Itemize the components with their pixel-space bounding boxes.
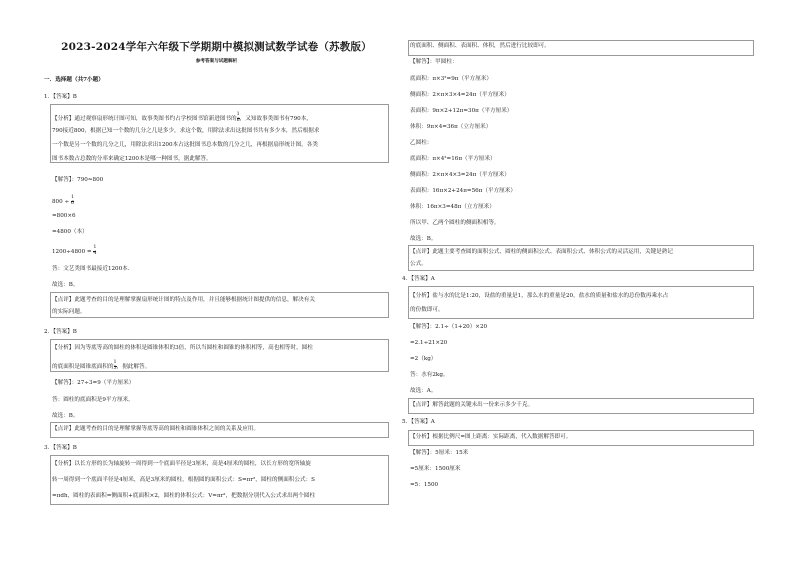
q3-jia-volume: 体积：9π×4=36π（立方厘米） [410, 124, 492, 130]
q1-analysis-line3: 一个数是另一个数的几分之几，用除法求出1200本占这批图书总本数的几分之几，再根据扇形统计图，各类 [52, 142, 318, 148]
q1-analysis-line2: 790接近800，根据已知一个数的几分之几是多少，求这个数，用除法求出这批图书共有多少本，然后根据求 [52, 128, 320, 134]
q1-answer-text: 答：文艺类图书最接近1200本. [52, 266, 130, 272]
q4-solution-line3: =2（kg） [410, 356, 437, 362]
q3-yi-surface-area: 表面积：16π×2+24π=56π（平方厘米） [410, 188, 516, 194]
q5-solution: 【解答】：5厘米：15米 [410, 450, 469, 456]
q5-solution-line3: =5：1500 [410, 482, 439, 488]
q4-analysis-line2: 的份数即可。 [410, 307, 444, 313]
q4-analysis-line1: 【分析】盐与水的比是1:20，设盐的重量是1，那么水的重量是20，盐水的质量和盐水的总份数再乘水占 [410, 293, 669, 299]
q4-answer-text: 答：水有2kg。 [410, 372, 449, 378]
q1-analysis-text: 【分析】通过观察扇形统计图可知，故事类图书约占学校图书馆新进图书的 [52, 115, 237, 122]
q1-analysis-line4: 图书本数占总数的分率来确定1200本是哪一种图书，据此解答。 [52, 156, 212, 162]
q3-comment-line2: 公式。 [410, 261, 427, 267]
q4-solution-line2: =2.1÷21×20 [410, 340, 448, 346]
document-subtitle: 参考答案与试题解析 [195, 59, 238, 64]
q3-yi-head: 乙圆柱： [410, 140, 433, 146]
q2-analysis-line2: 的底面积是圆锥底面积的 $\frac{1}{3}$ ，据此解答。 [52, 360, 151, 371]
q4-solution: 【解答】：2.1÷（1+20）×20 [410, 324, 488, 330]
q3-answer: 3．【答案】B [44, 445, 77, 451]
q3-analysis-line2: 转一周得到一个底面半径是4厘米，高是3厘米的圆柱，根据圆的面积公式：S=πr²，圆柱的侧面积公式：S [52, 477, 316, 483]
q5-analysis: 【分析】根据比例尺=图上距离：实际距离，代入数据解答即可。 [410, 434, 572, 440]
q1-analysis-text-end: ，又知故事类图书有790本， [239, 115, 312, 122]
q3-yi-base-area: 底面积：π×4²=16π（平方厘米） [410, 156, 496, 162]
q1-answer: 1．【答案】B [44, 94, 77, 100]
q1-solution-fraction1: $\frac{1}{6}$ [70, 195, 74, 206]
q2-comment: 【点评】此题考查的目的是理解掌握等底等高的圆柱和圆锥体积之间的关系及应用。 [52, 426, 259, 432]
q3-choice: 故选：B。 [410, 236, 437, 242]
q3-analysis-line3: =πdh，圆柱的表面积=侧面积+底面积×2，圆柱的体积公式：V=πr²，把数据分别代入公式求出两个圆柱 [52, 493, 316, 499]
q3-jia-base-area: 底面积：π×3²=9π（平方厘米） [410, 76, 493, 82]
q5-answer: 5．【答案】A [402, 419, 435, 425]
section-heading: 一．选择题（共7小题） [44, 77, 104, 83]
q3-analysis-line1: 【分析】以长方形的长为轴旋转一周得到一个底面半径是3厘米，高是4厘米的圆柱，以长方形的宽所轴旋 [52, 461, 311, 467]
q2-solution: 【解答】：27÷3=9（平方厘米） [52, 380, 135, 386]
q1-analysis-line1 [52, 113, 312, 124]
q3-yi-side-area: 侧面积：2×π×4×3=24π（平方厘米） [410, 172, 510, 178]
q3-jia-side-area: 侧面积：2×π×3×4=24π（平方厘米） [410, 92, 510, 98]
q3-yi-volume: 体积：16π×3=48π（立方厘米） [410, 204, 495, 210]
document-title: 2023-2024学年六年级下学期期中模拟测试数学试卷（苏教版） [61, 41, 372, 53]
q4-analysis-box [408, 286, 754, 319]
q1-solution-fraction2: $\frac{1}{4}$ [93, 245, 97, 256]
q1-choice: 故选：B。 [52, 282, 79, 288]
q2-choice: 故选：B。 [52, 413, 79, 419]
q3-analysis-line4: 的底面积、侧面积、表面积、体积，然后进行比较即可。 [410, 43, 550, 49]
q2-analysis-line1: 【分析】因为等底等高的圆柱的体积是圆锥体积的3倍，所以当圆柱和圆锥的体积相等，高也相等时，圆柱 [52, 345, 313, 351]
q3-comment-line1: 【点评】此题主要考查圆的面积公式、圆柱的侧面积公式、表面积公式、体积公式的灵活运用，关键是熟记 [410, 249, 673, 255]
q1-solution-line3: =4800（本） [52, 229, 88, 235]
q2-analysis-fraction: $\frac{1}{3}$ [113, 360, 117, 371]
q4-answer: 4．【答案】A [402, 276, 435, 282]
q2-answer: 2．【答案】B [44, 329, 77, 335]
q1-comment-box [50, 292, 389, 318]
q4-comment: 【点评】解答此题的关键未出一份来示多少千克。 [410, 402, 534, 408]
q1-solution-line4: 1200÷4800 = $\frac{1}{4}$ [52, 245, 97, 256]
q1-solution-line1: 800 ÷ $\frac{1}{6}$ [52, 195, 74, 206]
q1-comment-line1: 【点评】此题考查的目的是理解掌握扇形统计图的特点及作用，并且能够根据统计图提供的信息，解决有关 [52, 297, 315, 303]
q1-analysis-fraction: $\frac{1}{6}$ [236, 112, 240, 123]
q3-conclusion: 所以甲、乙两个圆柱的侧面积相等。 [410, 220, 500, 226]
q2-answer-text: 答：圆柱的底面积是9平方厘米。 [52, 397, 134, 403]
q5-solution-line2: =5厘米：1500厘米 [410, 466, 461, 472]
q1-solution-line2: =800×6 [52, 213, 76, 219]
q3-solution-head: 【解答】：甲圆柱： [410, 59, 458, 65]
q3-jia-surface-area: 表面积：9π×2+12π=30π（平方厘米） [410, 108, 513, 114]
q1-solution-head: 【解答】：790≈800 [52, 177, 104, 183]
q1-comment-line2: 的实际问题。 [52, 309, 86, 315]
q4-choice: 故选：A。 [410, 388, 437, 394]
